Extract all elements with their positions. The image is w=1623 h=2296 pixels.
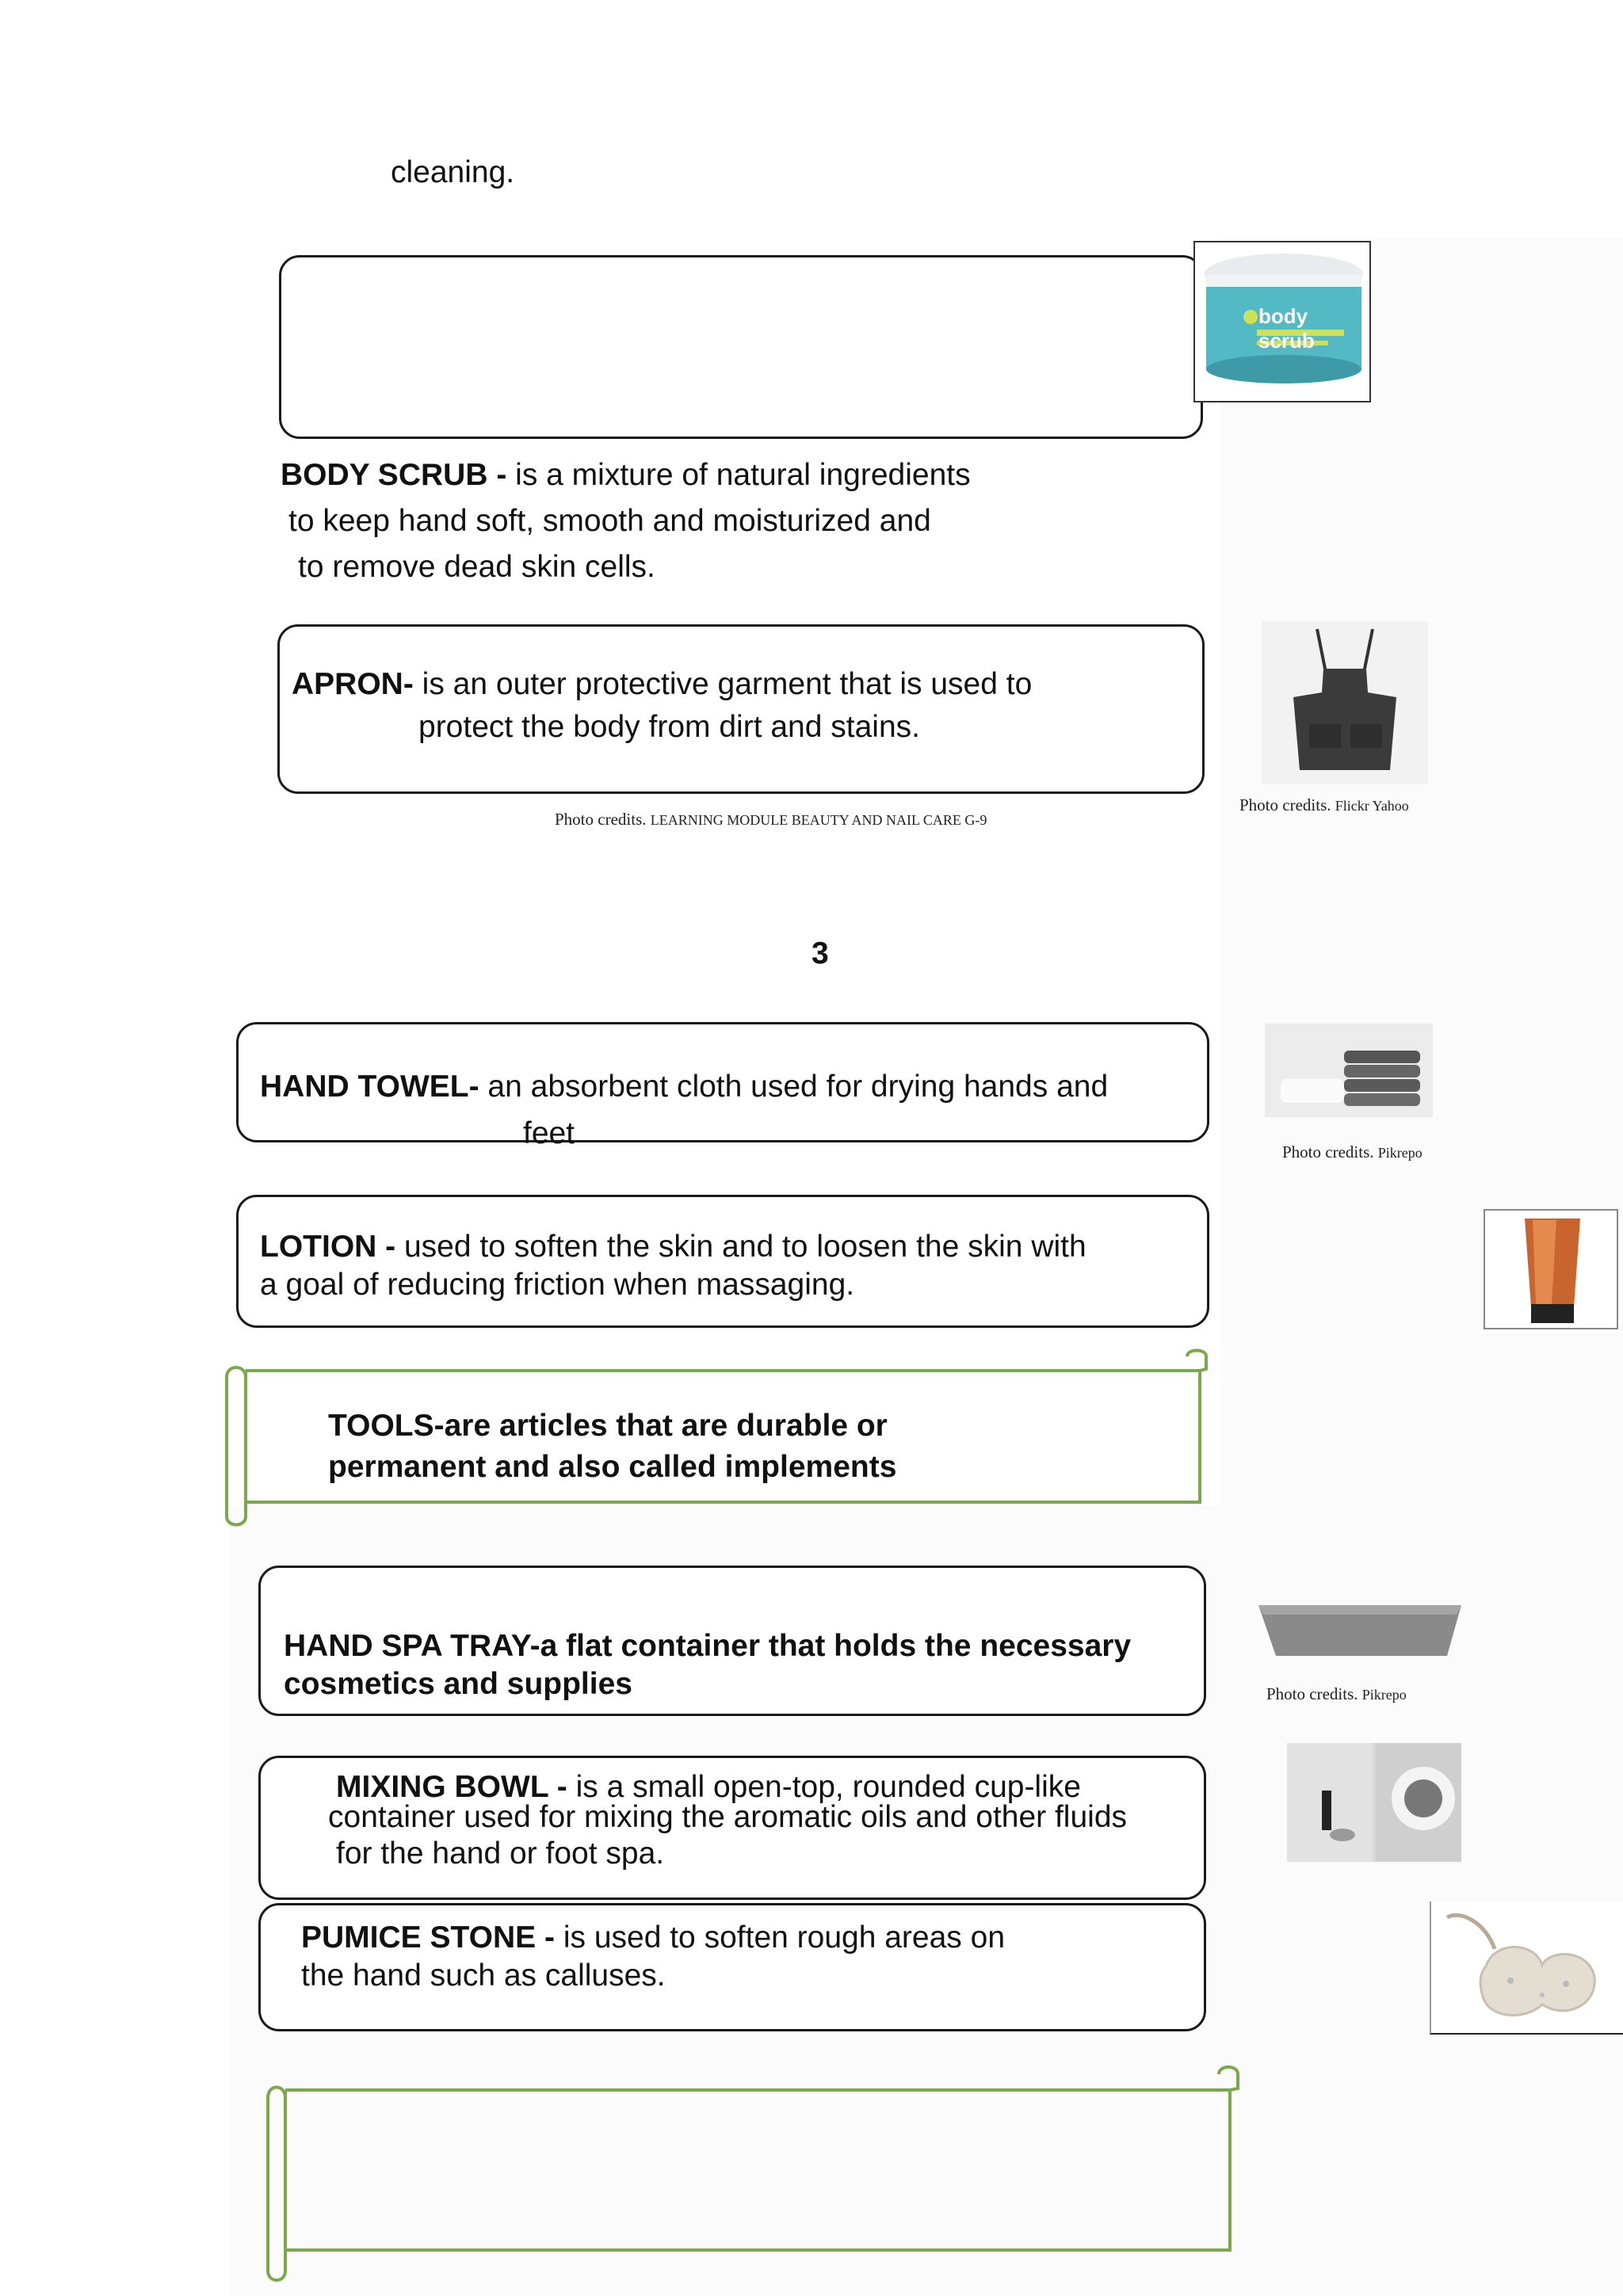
pumice-stone-photo <box>1430 1901 1623 2035</box>
lotion-photo <box>1484 1209 1618 1329</box>
hand-towel-photo <box>1265 1024 1433 1117</box>
hand-towel-definition: an absorbent cloth used for drying hands and <box>479 1070 1109 1104</box>
body-scrub-definition: is a mixture of natural ingredients <box>506 458 971 492</box>
credit-source: Flickr Yahoo <box>1335 798 1409 814</box>
pumice-definition: is used to soften rough areas on <box>554 1920 1006 1955</box>
mixing-bowl-term: MIXING BOWL - <box>336 1770 567 1804</box>
tools-line1: TOOLS-are articles that are durable or <box>328 1409 888 1443</box>
credit-apron <box>1239 795 1409 815</box>
credit-source: LEARNING MODULE BEAUTY AND NAIL CARE G-9 <box>650 812 987 828</box>
body-scrub-image-label: body scrub <box>1258 304 1315 353</box>
credit-module <box>555 810 987 830</box>
credit-label: Photo credits. <box>555 810 647 829</box>
hand-towel-line1 <box>260 1065 1108 1109</box>
body-scrub-line1 <box>281 453 971 498</box>
mixing-bowl-line2: container used for mixing the aromatic oils and other fluids <box>328 1800 1128 1834</box>
page-number: 3 <box>812 936 829 971</box>
body-scrub-empty-box <box>279 255 1203 439</box>
body-scrub-term: BODY SCRUB - <box>281 458 507 492</box>
apron-line2: protect the body from dirt and stains. <box>418 710 920 744</box>
hand-spa-tray-photo <box>1252 1588 1468 1667</box>
hand-towel-term: HAND TOWEL- <box>260 1070 479 1104</box>
hand-spa-tray-line2: cosmetics and supplies <box>284 1667 632 1701</box>
pumice-term: PUMICE STONE - <box>301 1920 555 1955</box>
apron-photo <box>1262 621 1428 784</box>
credit-source: Pikrepo <box>1377 1145 1423 1161</box>
body-scrub-line2: to keep hand soft, smooth and moisturized and <box>288 504 931 538</box>
body-scrub-line3: to remove dead skin cells. <box>298 550 655 584</box>
credit-tray <box>1266 1684 1407 1704</box>
bottom-scroll-banner <box>262 2063 1244 2285</box>
tools-line2: permanent and also called implements <box>328 1450 897 1484</box>
mixing-bowl-line3: for the hand or foot spa. <box>336 1836 665 1871</box>
apron-line1 <box>292 662 1032 707</box>
continued-text: cleaning. <box>391 155 515 189</box>
credit-label: Photo credits. <box>1239 795 1331 814</box>
mixing-bowl-photo <box>1287 1743 1461 1862</box>
credit-source: Pikrepo <box>1361 1687 1407 1703</box>
body-scrub-photo <box>1193 241 1371 402</box>
hand-towel-line2: feet <box>523 1116 575 1150</box>
hand-spa-tray-line1: HAND SPA TRAY-a flat container that holds the necessary <box>284 1629 1132 1663</box>
credit-label: Photo credits. <box>1282 1142 1374 1161</box>
lotion-definition: used to soften the skin and to loosen the skin with <box>395 1230 1086 1264</box>
credit-towel <box>1282 1142 1423 1162</box>
apron-definition: is an outer protective garment that is used to <box>413 667 1033 701</box>
credit-label: Photo credits. <box>1266 1684 1358 1703</box>
lotion-term: LOTION - <box>260 1230 396 1264</box>
pumice-line2: the hand such as calluses. <box>301 1958 666 1993</box>
lotion-line2: a goal of reducing friction when massaging. <box>260 1268 855 1302</box>
apron-term: APRON- <box>292 667 414 701</box>
mixing-bowl-definition: is a small open-top, rounded cup-like <box>567 1770 1081 1804</box>
